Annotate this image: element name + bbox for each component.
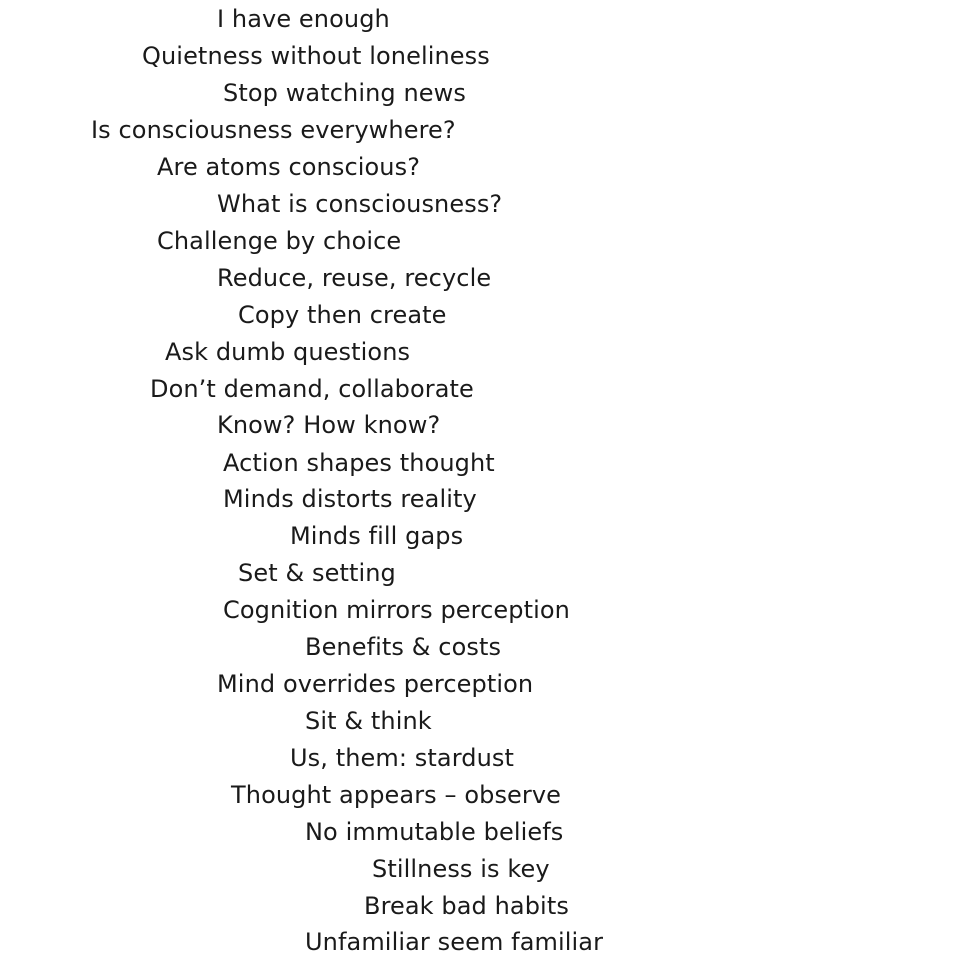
poem-line: Stop watching news [223,79,466,107]
poem-line: Challenge by choice [157,227,402,255]
poem-line: I have enough [217,5,390,33]
poem-line: Reduce, reuse, recycle [217,264,492,292]
poem-line: Mind overrides perception [217,670,534,698]
poem-line: Break bad habits [364,892,569,920]
poem-line: Action shapes thought [223,449,495,477]
poem-line: Know? How know? [217,411,441,439]
poem-line: Sit & think [305,707,432,735]
poem-line: Benefits & costs [305,633,502,661]
poem-line: Minds distorts reality [223,485,477,513]
poem-line: Are atoms conscious? [157,153,421,181]
poem-line: Us, them: stardust [290,744,515,772]
poem-line: Thought appears – observe [231,781,562,809]
poem-line: Is consciousness everywhere? [91,116,456,144]
poem-line: Stillness is key [372,855,550,883]
poem-line: Quietness without loneliness [142,42,490,70]
poem-line: Minds fill gaps [290,522,464,550]
poem-line: Don’t demand, collaborate [150,375,474,403]
poem-line: No immutable beliefs [305,818,564,846]
poem-line: Ask dumb questions [165,338,411,366]
poem-line: Unfamiliar seem familiar [305,928,604,956]
poem-line: Copy then create [238,301,447,329]
poem-line: Cognition mirrors perception [223,596,570,624]
poem-line: What is consciousness? [217,190,503,218]
poem-line: Set & setting [238,559,396,587]
